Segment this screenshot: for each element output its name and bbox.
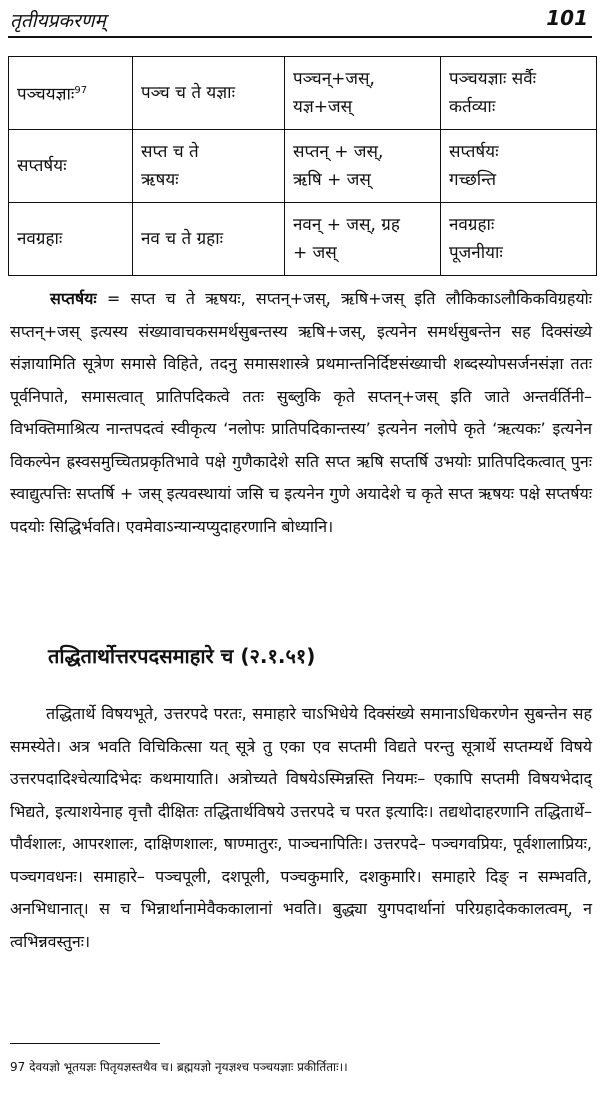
vigraha-cell: सप्त च ते ऋषयः xyxy=(133,130,285,203)
vigraha-cell: नव च ते ग्रहाः xyxy=(133,203,285,276)
term-cell: सप्तर्षयः xyxy=(9,130,133,203)
footnote-ref: 97 xyxy=(74,85,88,97)
sutra-explanation-paragraph xyxy=(10,698,592,958)
paragraph-text: तद्धितार्थे विषयभूते, उत्तरपदे परतः, समाहारे चाऽभिधेये दिक्संख्ये समानाऽधिकरणेन सुबन्तेन सह समस्येते। अत्र भवति विचिकित्सा यत् सूत्रे तु एका एव सप्तमी विद्यते परन्तु सूत्रार्थे सप्तम्यर्थे विषये उत्तरपदादिश्चेत्यादिभेदः कथमायाति। अत्रोच्यते विषयेऽस्मिन्नस्ति नियमः– एकापि सप्तमी विषयभेदाद् भिद्यते, इत्याशयेनाह वृत्तौ दीक्षितः तद्धितार्थविषये उत्तरपदे च परत इत्यादिः। तद्यथोदाहरणानि तद्धितार्थे– पौर्वशालः, आपरशालः, दाक्षिणशालः, षाण्मातुरः, पाञ्चनापितिः। उत्तरपदे– पञ्चगवप्रियः, पूर्वशालाप्रियः, पञ्चगवधनः। समाहारे– पञ्चपूली, दशपूली, पञ्चकुमारि, दशकुमारि। समाहारे दिङ् न सम्भवति, अनभिधानात्। स च भिन्नार्थानामेवैककालानां भवति। बुद्ध्या युगपदार्थानां परिग्रहादेककालत्वम्, न त्वभिन्नवस्तुनः। xyxy=(10,704,592,951)
table-row xyxy=(9,130,597,203)
table-row xyxy=(9,57,597,130)
table-row xyxy=(9,203,597,276)
analysis-cell: सप्तन् + जस्, ऋषि + जस् xyxy=(285,130,441,203)
commentary-paragraph xyxy=(10,283,592,543)
footnote-divider xyxy=(10,1043,160,1044)
running-header xyxy=(8,6,592,38)
analysis-cell: नवन् + जस्, ग्रह + जस् xyxy=(285,203,441,276)
usage-cell: नवग्रहाः पूजनीयाः xyxy=(441,203,597,276)
page-number: 101 xyxy=(546,6,588,30)
paragraph-term: सप्तर्षयः xyxy=(50,289,97,308)
usage-cell: पञ्चयज्ञाः सर्वैः कर्तव्याः xyxy=(441,57,597,130)
sutra-heading: तद्धितार्थोत्तरपदसमाहारे च (२.१.५१) xyxy=(48,644,316,668)
term-cell: पञ्चयज्ञाः$^{97}$ xyxy=(9,57,133,130)
chapter-title: तृतीयप्रकरणम् xyxy=(10,10,106,32)
compound-table xyxy=(8,56,597,276)
vigraha-cell: पञ्च च ते यज्ञाः xyxy=(133,57,285,130)
paragraph-text: = सप्त च ते ऋषयः, सप्तन्+जस्, ऋषि+जस् इति लौकिकाऽलौकिकविग्रहयोः सप्तन्+जस् इत्यस्य संख्यावाचकसमर्थसुबन्तस्य ऋषि+जस्, इत्यनेन समर्थसुबन्तेन सह दिक्संख्ये संज्ञायामिति सूत्रेण समासे विहिते, तदनु समासशास्त्रे प्रथमान्तनिर्दिष्टसंख्याची शब्दस्योपसर्जनसंज्ञा ततः पूर्वनिपाते, समासत्वात् प्रातिपदिकत्वे ततः सुब्लुकि कृते सप्तन्+जस् इति जाते अन्तर्वर्तिनी– विभक्तिमाश्रित्य नान्तपदत्वं स्वीकृत्य ‘नलोपः प्रातिपदिकान्तस्य’ इत्यनेन नलोपे कृते ‘ऋत्यकः’ इत्यनेन विकल्पेन ह्रस्वसमुच्चितप्रकृतिभावे पक्षे गुणैकादेशे सति सप्त ऋषि सप्तर्षि उभयोः प्रातिपदिकत्वात् पुनः स्वाद्युत्पत्तिः सप्तर्षि + जस् इत्यवस्थायां जसि च इत्यनेन गुणे अयादेशे च कृते सप्त ऋषयः पक्षे सप्तर्षयः पदयोः सिद्धिर्भवति। एवमेवाऽन्यान्यप्युदाहरणानि बोध्यानि। xyxy=(10,289,592,536)
footnote: 97 देवयज्ञो भूतयज्ञः पितृयज्ञस्तथैव च। ब्रह्मयज्ञो नृयज्ञश्च पञ्चयज्ञाः प्रकीर्तिताः।। xyxy=(10,1060,348,1074)
usage-cell: सप्तर्षयः गच्छन्ति xyxy=(441,130,597,203)
analysis-cell: पञ्चन्+जस्, यज्ञ+जस् xyxy=(285,57,441,130)
term-cell: नवग्रहाः xyxy=(9,203,133,276)
